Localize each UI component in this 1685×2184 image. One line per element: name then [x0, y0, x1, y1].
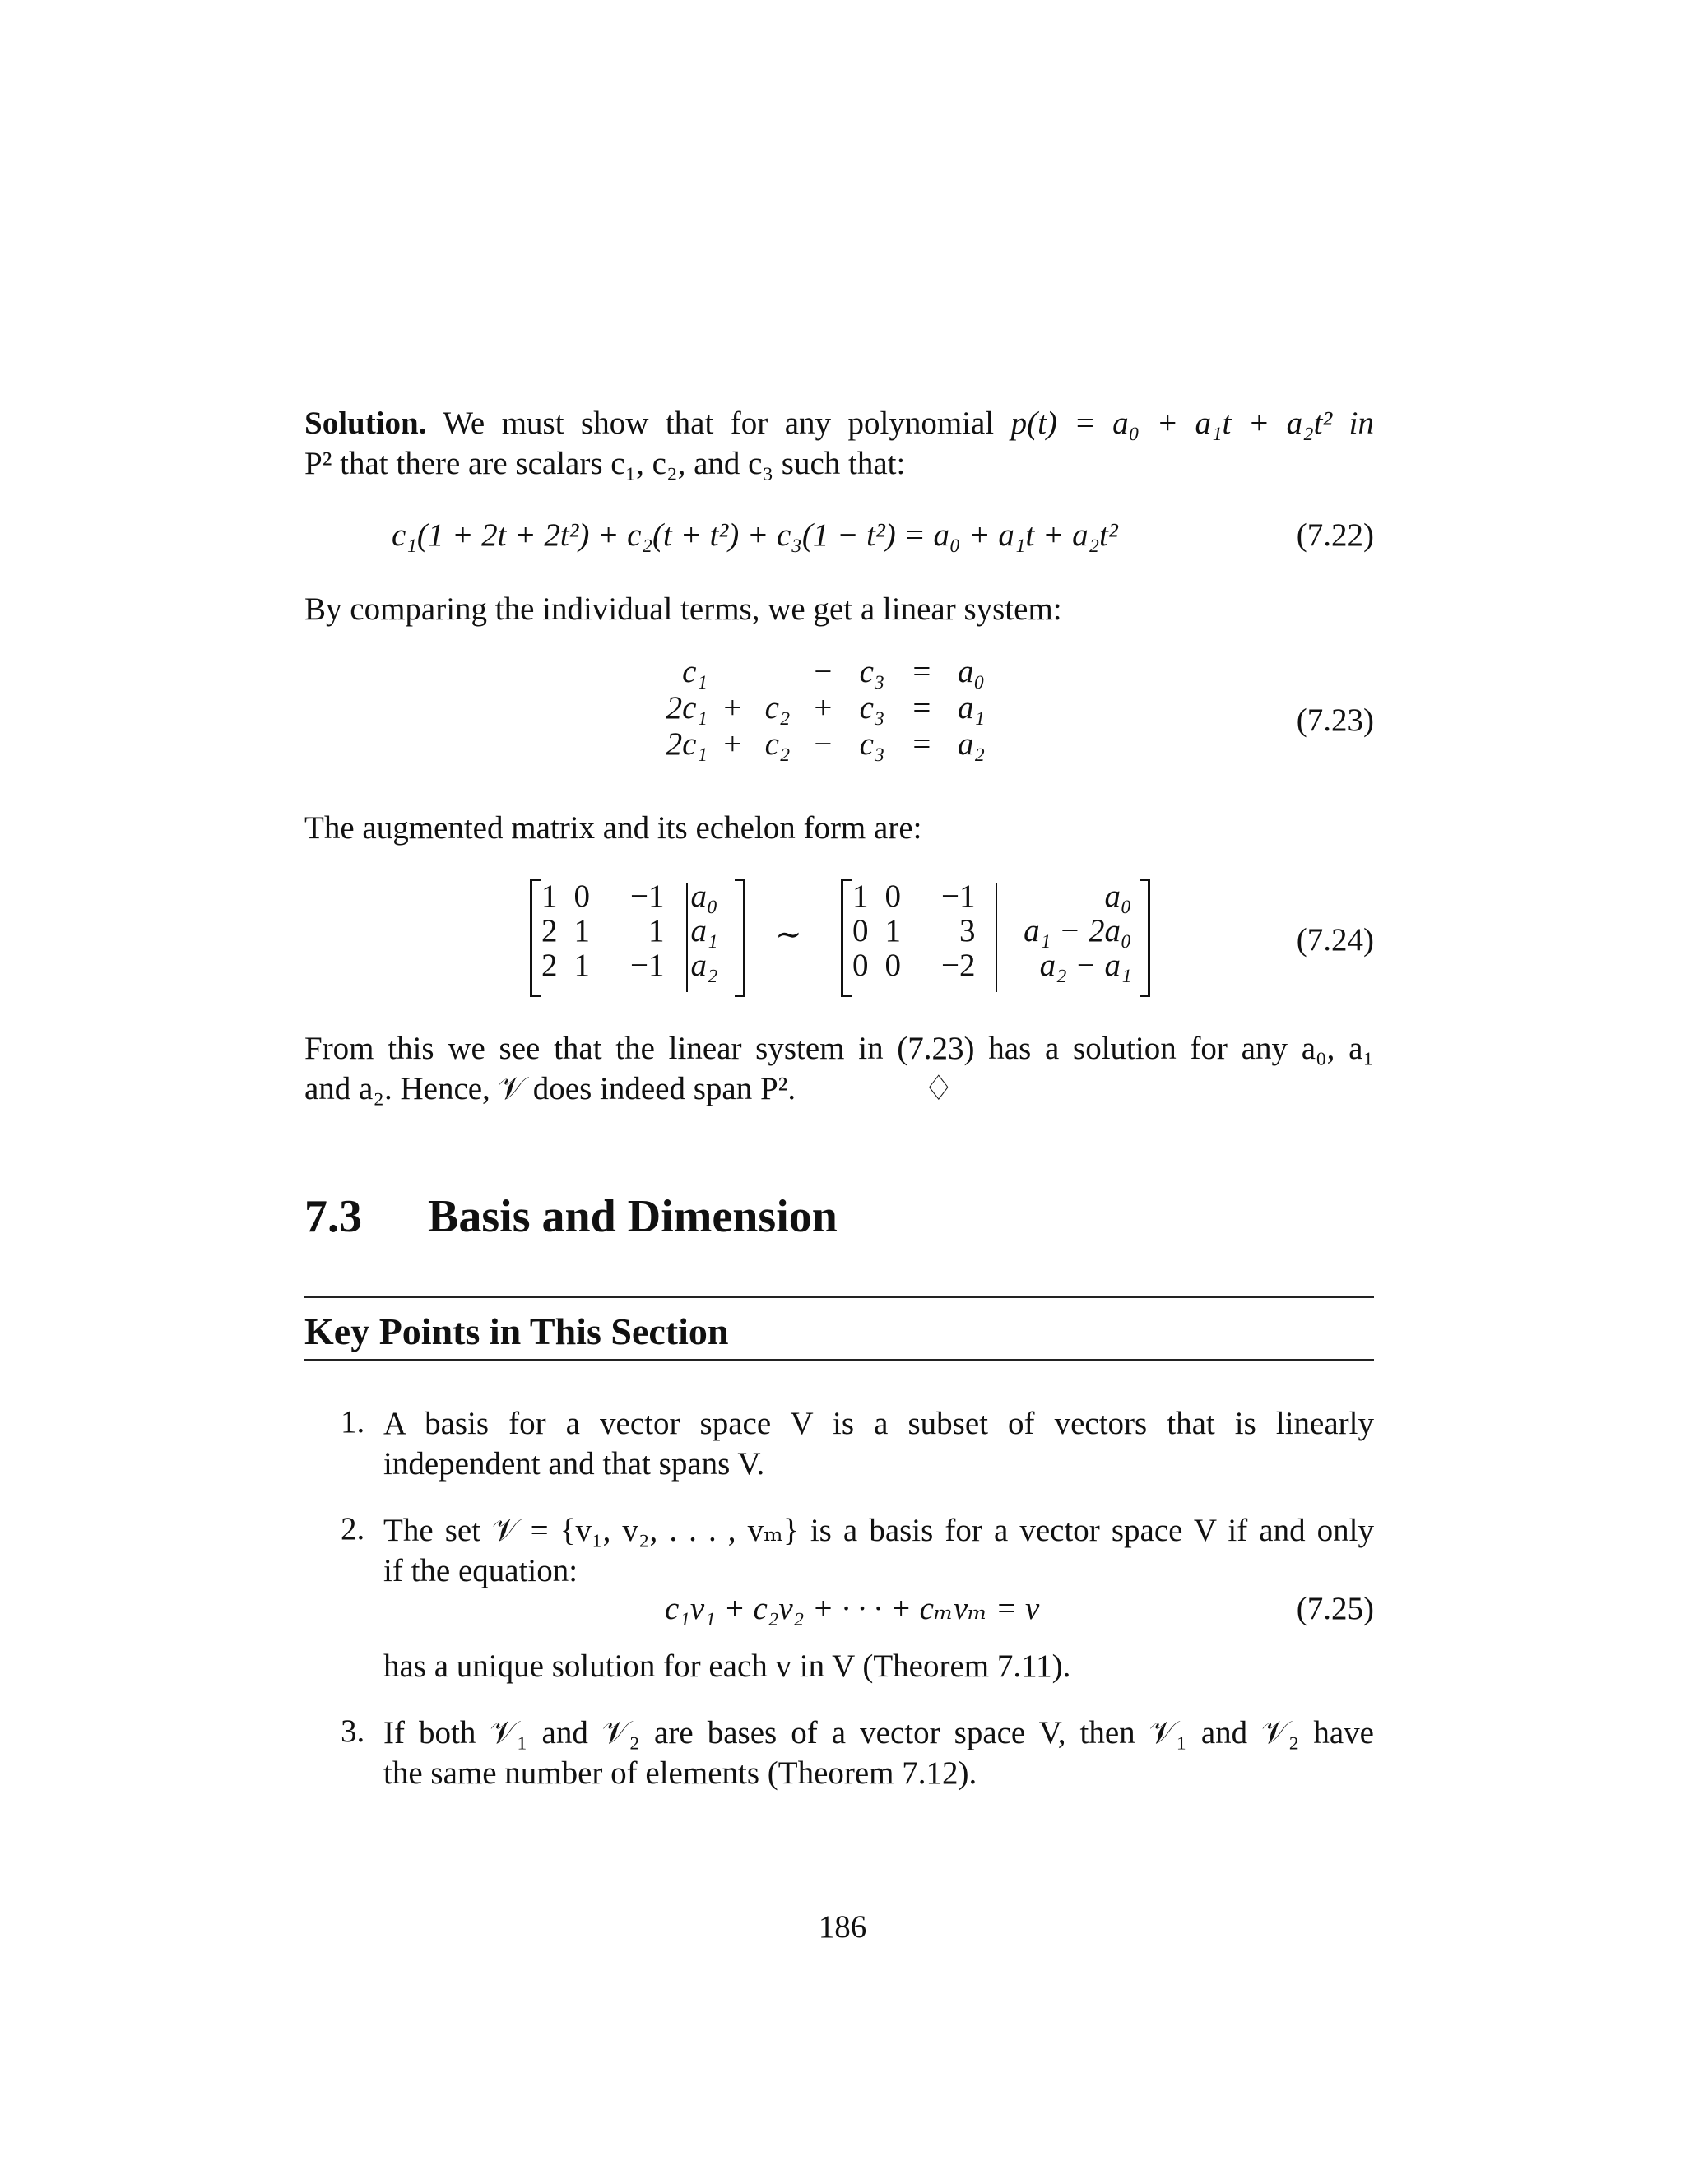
matrix-entry: 0: [884, 879, 901, 914]
system-cell: +: [721, 690, 744, 726]
matrix-entry: a₂ − a₁: [1039, 948, 1132, 983]
system-row: [650, 654, 996, 690]
matrix-row: [533, 879, 736, 914]
augmented-matrix-left: [530, 879, 745, 997]
system-cell: [708, 654, 757, 690]
solution-line-1: Solution. We must show that for any polynomial p(t) = a₀ + a₁t + a₂t² in: [304, 406, 1374, 441]
system-cell: a₁: [958, 690, 986, 726]
matrix-entry: a₁: [690, 913, 718, 948]
system-cell: −: [811, 654, 834, 689]
similar-symbol: ∼: [775, 917, 802, 953]
system-cell: 2c₁: [666, 726, 708, 762]
right-bracket: [1140, 879, 1150, 997]
system-cell: =: [910, 726, 933, 762]
page-number: 186: [818, 1909, 867, 1945]
equation-7-22: c₁(1 + 2t + 2t²) + c₂(t + t²) + c₃(1 − t²) = a₀ + a₁t + a₂t²: [392, 517, 1118, 553]
system-cell: 2c₁: [666, 690, 708, 726]
matrix-entry: 1: [541, 879, 558, 914]
system-cell: +: [721, 726, 744, 762]
equation-number-7-25: (7.25): [1296, 1591, 1374, 1626]
system-cell: −: [811, 726, 834, 762]
matrix-entry: −2: [941, 948, 976, 983]
system-row: [650, 726, 996, 763]
matrix-entry: a₁ − 2a₀: [1024, 913, 1132, 948]
system-cell: a₂: [958, 726, 986, 762]
matrix-entry: 0: [884, 948, 901, 983]
matrix-row: [844, 914, 1140, 948]
key-point-2-continuation: has a unique solution for each v in V (Theorem 7.11).: [383, 1648, 1071, 1684]
key-points-top-rule: [304, 1296, 1374, 1298]
matrix-entry: −1: [941, 879, 976, 914]
solution-label: Solution.: [304, 406, 427, 441]
echelon-matrix-right: [841, 879, 1150, 997]
matrix-entry: −1: [630, 948, 665, 983]
key-point-2: The set 𝒱 = {v₁, v₂, . . . , vₘ} is a basis for a vector space V if and only if the equation:: [383, 1513, 1374, 1588]
matrix-row: [533, 948, 736, 983]
key-point-2-number: 2.: [341, 1511, 365, 1546]
comparing-paragraph: By comparing the individual terms, we get a linear system:: [304, 591, 1062, 627]
augmented-paragraph: The augmented matrix and its echelon form are:: [304, 810, 922, 846]
equation-number-7-24: (7.24): [1296, 922, 1374, 958]
equation-number-7-22: (7.22): [1296, 517, 1374, 553]
matrix-entry: a₂: [690, 948, 718, 983]
matrix-entry: 2: [541, 913, 558, 948]
key-point-3-number: 3.: [341, 1713, 365, 1749]
conclusion-line-2: and a₂. Hence, 𝒱 does indeed span P².: [304, 1071, 796, 1106]
system-cell: c₃: [859, 654, 885, 689]
matrix-entry: 0: [852, 913, 869, 948]
system-row: [650, 690, 996, 726]
key-points-title: Key Points in This Section: [304, 1310, 729, 1352]
matrix-entry: 3: [959, 913, 976, 948]
matrix-entry: 1: [573, 948, 590, 983]
system-cell: =: [910, 654, 933, 689]
system-cell: c₂: [764, 726, 791, 762]
matrix-entry: a₀: [1104, 879, 1132, 914]
system-cell: c₃: [859, 690, 885, 726]
key-point-1: A basis for a vector space V is a subset of vectors that is linearly independent and that spans V.: [383, 1406, 1374, 1482]
system-cell: [757, 654, 798, 690]
conclusion-paragraph: [304, 1028, 1374, 1109]
section-title: Basis and Dimension: [428, 1191, 838, 1242]
matrix-entry: 2: [541, 948, 558, 983]
system-cell: c₃: [859, 726, 885, 762]
solution-paragraph: [304, 403, 1374, 484]
section-number: 7.3: [304, 1191, 362, 1242]
end-of-solution-symbol: ♢: [923, 1070, 954, 1108]
matrix-entry: 0: [852, 948, 869, 983]
matrix-entry: 1: [884, 913, 901, 948]
matrix-row: [533, 914, 736, 948]
system-cell: c₁: [682, 654, 708, 689]
right-bracket: [735, 879, 745, 997]
system-cell: +: [811, 690, 834, 726]
matrix-entry: 1: [573, 913, 590, 948]
conclusion-line-1: From this we see that the linear system in (7.23) has a solution for any a₀, a₁: [304, 1031, 1374, 1066]
solution-line-2: P² that there are scalars c₁, c₂, and c₃ such that:: [304, 446, 906, 481]
equation-7-25: c₁v₁ + c₂v₂ + · · · + cₘvₘ = v: [665, 1591, 1040, 1626]
key-point-3: If both 𝒱₁ and 𝒱₂ are bases of a vector space V, then 𝒱₁ and 𝒱₂ have the same number of elements (Theorem 7.12).: [383, 1715, 1374, 1791]
key-point-1-number: 1.: [341, 1404, 365, 1440]
matrix-entry: 0: [573, 879, 590, 914]
matrix-entry: 1: [852, 879, 869, 914]
system-cell: c₂: [764, 690, 791, 726]
system-cell: =: [910, 690, 933, 726]
equation-number-7-23: (7.23): [1296, 702, 1374, 738]
matrix-entry: a₀: [690, 879, 718, 914]
linear-system-7-23: [650, 654, 996, 763]
system-cell: a₀: [958, 654, 986, 689]
matrix-row: [844, 879, 1140, 914]
matrix-row: [844, 948, 1140, 983]
key-points-bottom-rule: [304, 1359, 1374, 1361]
matrix-entry: −1: [630, 879, 665, 914]
matrix-entry: 1: [648, 913, 665, 948]
